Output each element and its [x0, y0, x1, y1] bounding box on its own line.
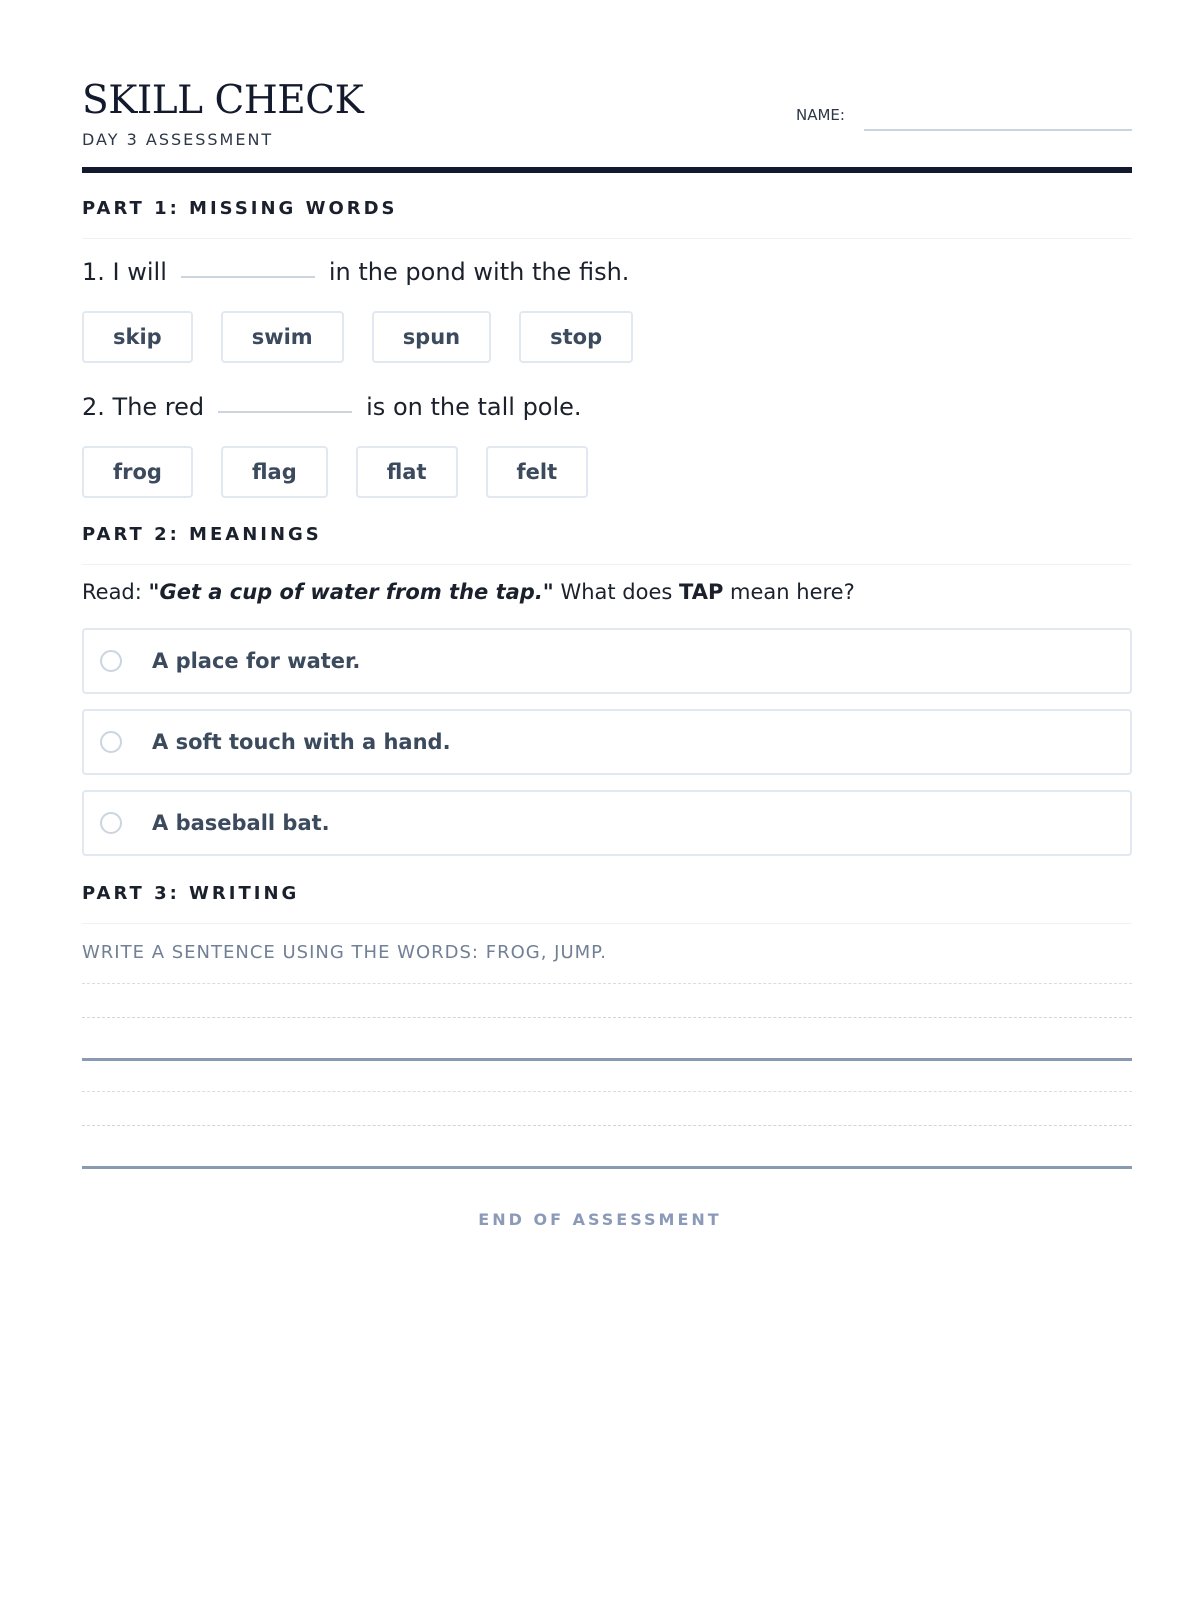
choice-chip[interactable]: spun	[372, 311, 491, 363]
question-1-blank[interactable]	[181, 275, 315, 278]
radio-button[interactable]	[100, 650, 122, 672]
page-title: SKILL CHECK	[82, 78, 364, 123]
question-prefix: What does	[560, 580, 673, 604]
answer-option[interactable]	[82, 628, 1132, 694]
footer-text: END OF ASSESSMENT	[478, 1210, 722, 1229]
question-2-blank[interactable]	[218, 410, 352, 413]
choice-chip[interactable]: flat	[356, 446, 458, 498]
question-1	[82, 258, 629, 286]
choice-chip[interactable]: swim	[221, 311, 344, 363]
question-1-text-before: 1. I will	[82, 258, 167, 286]
radio-button[interactable]	[100, 731, 122, 753]
choice-chip[interactable]: flag	[221, 446, 328, 498]
writing-guide-line	[82, 1125, 1132, 1126]
choice-chip[interactable]: felt	[486, 446, 589, 498]
read-prefix: Read:	[82, 580, 142, 604]
name-field[interactable]	[864, 129, 1132, 131]
answer-option[interactable]	[82, 790, 1132, 856]
reading-prompt	[82, 580, 855, 604]
question-2-text-before: 2. The red	[82, 393, 205, 421]
answer-option-label: A place for water.	[152, 649, 361, 673]
choice-chip[interactable]: skip	[82, 311, 193, 363]
writing-guide-line	[82, 1091, 1132, 1092]
question-2-text-after: is on the tall pole.	[366, 393, 582, 421]
header-divider	[82, 167, 1132, 173]
radio-button[interactable]	[100, 812, 122, 834]
name-label: NAME:	[796, 106, 845, 124]
answer-option-label: A soft touch with a hand.	[152, 730, 451, 754]
choice-chip[interactable]: frog	[82, 446, 193, 498]
writing-guide-line	[82, 1017, 1132, 1018]
question-2	[82, 393, 582, 421]
answer-option-label: A baseball bat.	[152, 811, 330, 835]
writing-base-line	[82, 1166, 1132, 1169]
choice-chip[interactable]: stop	[519, 311, 633, 363]
quoted-sentence: "Get a cup of water from the tap."	[148, 580, 554, 604]
answer-option[interactable]	[82, 709, 1132, 775]
writing-guide-line	[82, 983, 1132, 984]
question-suffix: mean here?	[730, 580, 855, 604]
question-2-choices	[82, 446, 588, 498]
keyword: TAP	[679, 580, 724, 604]
section-title-part1: PART 1: MISSING WORDS	[82, 198, 1132, 239]
header	[82, 78, 1132, 174]
section-title-part3: PART 3: WRITING	[82, 883, 1132, 924]
writing-prompt: WRITE A SENTENCE USING THE WORDS: FROG, JUMP.	[82, 942, 607, 963]
question-1-text-after: in the pond with the fish.	[328, 258, 630, 286]
page-subtitle: DAY 3 ASSESSMENT	[82, 130, 274, 149]
section-title-part2: PART 2: MEANINGS	[82, 524, 1132, 565]
question-1-choices	[82, 311, 633, 363]
writing-base-line	[82, 1058, 1132, 1061]
